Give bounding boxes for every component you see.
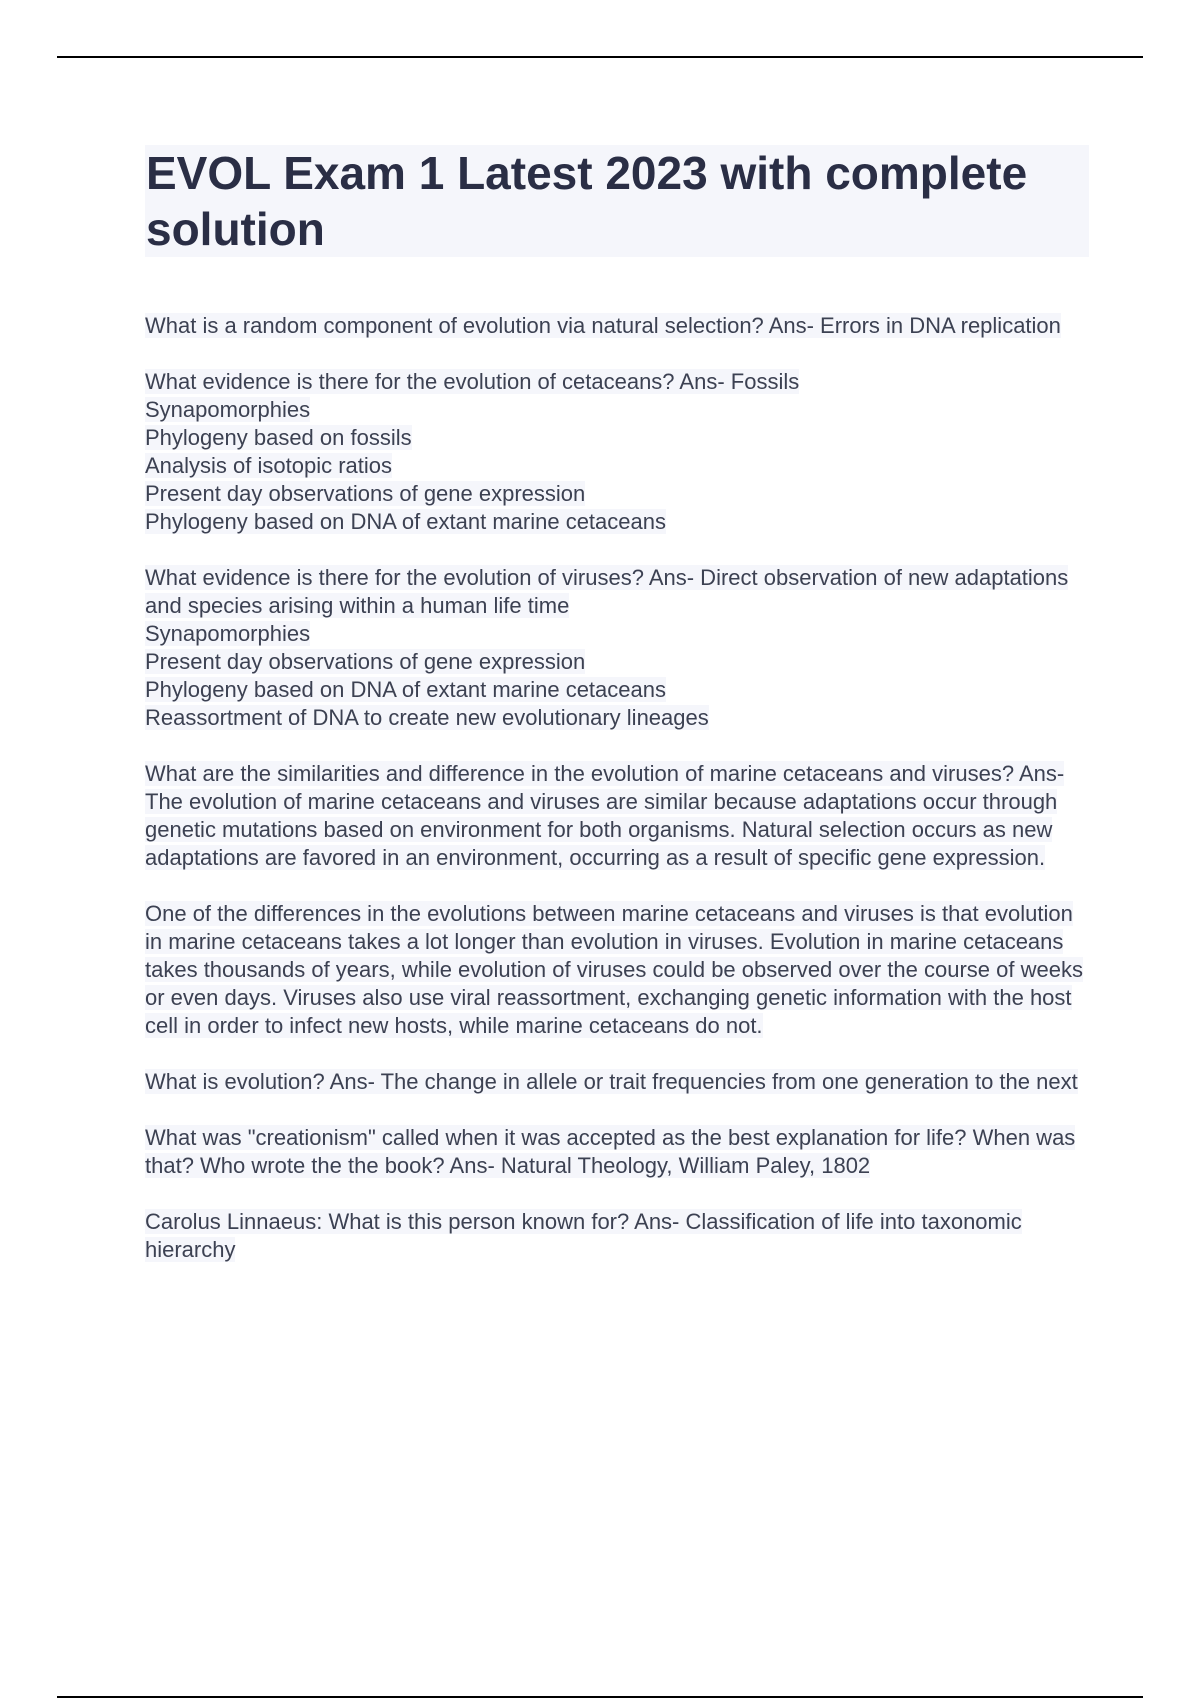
qa-text: What is a random component of evolution via natural selection? Ans- Errors in DNA replication bbox=[145, 313, 1061, 338]
qa-entry bbox=[145, 564, 1085, 732]
document-body bbox=[145, 312, 1085, 1292]
qa-entry bbox=[145, 760, 1085, 872]
qa-entry bbox=[145, 368, 1085, 536]
qa-line: Phylogeny based on fossils bbox=[145, 425, 412, 450]
qa-line: Present day observations of gene expression bbox=[145, 481, 586, 506]
title-block bbox=[145, 145, 1089, 257]
qa-text: What evidence is there for the evolution of cetaceans? Ans- Fossils bbox=[145, 369, 800, 394]
qa-line: Reassortment of DNA to create new evolutionary lineages bbox=[145, 705, 709, 730]
top-rule bbox=[57, 56, 1143, 58]
qa-line: Analysis of isotopic ratios bbox=[145, 453, 392, 478]
qa-text: What evidence is there for the evolution of viruses? Ans- Direct observation of new adaptations and species arising within a human life time bbox=[145, 565, 1069, 618]
qa-text: What was "creationism" called when it was accepted as the best explanation for life? When was that? Who wrote the the book? Ans- Natural Theology, William Paley, 1802 bbox=[145, 1125, 1076, 1178]
qa-entry bbox=[145, 312, 1085, 340]
qa-text: Carolus Linnaeus: What is this person known for? Ans- Classification of life into taxonomic hierarchy bbox=[145, 1209, 1022, 1262]
qa-entry bbox=[145, 1208, 1085, 1264]
qa-entry bbox=[145, 1124, 1085, 1180]
qa-line: Synapomorphies bbox=[145, 621, 311, 646]
qa-line: Phylogeny based on DNA of extant marine cetaceans bbox=[145, 509, 666, 534]
qa-line: Present day observations of gene expression bbox=[145, 649, 586, 674]
bottom-rule bbox=[57, 1696, 1143, 1698]
qa-entry bbox=[145, 1068, 1085, 1096]
qa-line: Synapomorphies bbox=[145, 397, 311, 422]
qa-text: One of the differences in the evolutions between marine cetaceans and viruses is that evolution in marine cetaceans takes a lot longer than evolution in viruses. Evolution in marine cetaceans takes thousands of years, while evolution of viruses could be observed over the course of weeks or even days. Viruses also use viral reassortment, exchanging genetic information with the host cell in order to infect new hosts, while marine cetaceans do not. bbox=[145, 901, 1083, 1038]
qa-text: What are the similarities and difference in the evolution of marine cetaceans and viruses? Ans- The evolution of marine cetaceans and viruses are similar because adaptations occur through genetic mutations based on environment for both organisms. Natural selection occurs as new adaptations are favored in an environment, occurring as a result of specific gene expression. bbox=[145, 761, 1065, 870]
qa-text: What is evolution? Ans- The change in allele or trait frequencies from one generation to the next bbox=[145, 1069, 1078, 1094]
qa-line: Phylogeny based on DNA of extant marine cetaceans bbox=[145, 677, 666, 702]
qa-entry bbox=[145, 900, 1085, 1040]
document-title: EVOL Exam 1 Latest 2023 with complete solution bbox=[146, 147, 1028, 255]
